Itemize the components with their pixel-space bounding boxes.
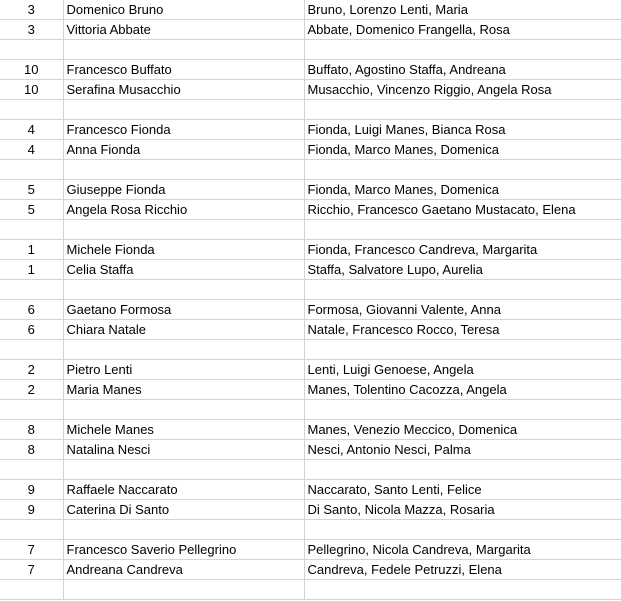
parents-cell[interactable]: Di Santo, Nicola Mazza, Rosaria	[304, 500, 621, 520]
person-name-cell[interactable]	[63, 460, 304, 480]
table-row	[0, 200, 621, 220]
table-row	[0, 420, 621, 440]
table-row	[0, 160, 621, 180]
couple-number-cell[interactable]	[0, 520, 63, 540]
table-row	[0, 280, 621, 300]
parents-cell[interactable]: Staffa, Salvatore Lupo, Aurelia	[304, 260, 621, 280]
parents-cell[interactable]: Nesci, Antonio Nesci, Palma	[304, 440, 621, 460]
person-name-cell[interactable]: Maria Manes	[63, 380, 304, 400]
parents-cell[interactable]: Ricchio, Francesco Gaetano Mustacato, Elena	[304, 200, 621, 220]
table-row	[0, 20, 621, 40]
person-name-cell[interactable]: Michele Fionda	[63, 240, 304, 260]
table-row	[0, 240, 621, 260]
table-row	[0, 540, 621, 560]
person-name-cell[interactable]: Francesco Buffato	[63, 60, 304, 80]
couple-number-cell[interactable]	[0, 400, 63, 420]
couple-number-cell[interactable]	[0, 340, 63, 360]
person-name-cell[interactable]: Gaetano Formosa	[63, 300, 304, 320]
table-row	[0, 60, 621, 80]
couple-number-cell[interactable]: 10	[0, 80, 63, 100]
parents-cell[interactable]: Fionda, Francesco Candreva, Margarita	[304, 240, 621, 260]
parents-cell[interactable]: Formosa, Giovanni Valente, Anna	[304, 300, 621, 320]
couple-number-cell[interactable]	[0, 100, 63, 120]
person-name-cell[interactable]: Angela Rosa Ricchio	[63, 200, 304, 220]
person-name-cell[interactable]	[63, 520, 304, 540]
couple-number-cell[interactable]: 8	[0, 420, 63, 440]
parents-cell[interactable]: Natale, Francesco Rocco, Teresa	[304, 320, 621, 340]
couple-number-cell[interactable]	[0, 220, 63, 240]
table-row	[0, 180, 621, 200]
couple-number-cell[interactable]	[0, 40, 63, 60]
person-name-cell[interactable]: Pietro Lenti	[63, 360, 304, 380]
parents-cell[interactable]: Naccarato, Santo Lenti, Felice	[304, 480, 621, 500]
parents-cell[interactable]: Musacchio, Vincenzo Riggio, Angela Rosa	[304, 80, 621, 100]
person-name-cell[interactable]	[63, 340, 304, 360]
table-row	[0, 80, 621, 100]
couple-number-cell[interactable]: 4	[0, 140, 63, 160]
person-name-cell[interactable]	[63, 580, 304, 600]
couple-number-cell[interactable]	[0, 460, 63, 480]
parents-cell[interactable]	[304, 100, 621, 120]
table-row	[0, 140, 621, 160]
table-row	[0, 120, 621, 140]
couple-number-cell[interactable]	[0, 160, 63, 180]
couple-number-cell[interactable]: 7	[0, 560, 63, 580]
person-name-cell[interactable]: Francesco Fionda	[63, 120, 304, 140]
table-row	[0, 360, 621, 380]
table-row	[0, 220, 621, 240]
couple-number-cell[interactable]: 5	[0, 180, 63, 200]
parents-cell[interactable]: Manes, Tolentino Cacozza, Angela	[304, 380, 621, 400]
person-name-cell[interactable]: Andreana Candreva	[63, 560, 304, 580]
couple-number-cell[interactable]: 3	[0, 0, 63, 20]
person-name-cell[interactable]: Raffaele Naccarato	[63, 480, 304, 500]
parents-cell[interactable]: Fionda, Marco Manes, Domenica	[304, 140, 621, 160]
parents-cell[interactable]: Fionda, Marco Manes, Domenica	[304, 180, 621, 200]
person-name-cell[interactable]: Chiara Natale	[63, 320, 304, 340]
parents-cell[interactable]: Manes, Venezio Meccico, Domenica	[304, 420, 621, 440]
table-row	[0, 0, 621, 20]
couple-number-cell[interactable]: 5	[0, 200, 63, 220]
person-name-cell[interactable]: Anna Fionda	[63, 140, 304, 160]
person-name-cell[interactable]: Francesco Saverio Pellegrino	[63, 540, 304, 560]
person-name-cell[interactable]: Giuseppe Fionda	[63, 180, 304, 200]
parents-cell[interactable]	[304, 400, 621, 420]
parents-cell[interactable]	[304, 220, 621, 240]
table-row	[0, 320, 621, 340]
couple-number-cell[interactable]: 1	[0, 240, 63, 260]
person-name-cell[interactable]: Domenico Bruno	[63, 0, 304, 20]
couple-number-cell[interactable]: 1	[0, 260, 63, 280]
couple-number-cell[interactable]: 6	[0, 300, 63, 320]
table-row	[0, 380, 621, 400]
parents-cell[interactable]: Abbate, Domenico Frangella, Rosa	[304, 20, 621, 40]
parents-cell[interactable]	[304, 40, 621, 60]
person-name-cell[interactable]	[63, 280, 304, 300]
table-row	[0, 400, 621, 420]
parents-cell[interactable]: Buffato, Agostino Staffa, Andreana	[304, 60, 621, 80]
couple-number-cell[interactable]: 10	[0, 60, 63, 80]
couple-number-cell[interactable]: 2	[0, 380, 63, 400]
table-row	[0, 520, 621, 540]
person-name-cell[interactable]: Vittoria Abbate	[63, 20, 304, 40]
parents-cell[interactable]	[304, 580, 621, 600]
couple-number-cell[interactable]: 8	[0, 440, 63, 460]
parents-cell[interactable]	[304, 340, 621, 360]
table-row	[0, 580, 621, 600]
table-row	[0, 300, 621, 320]
couple-number-cell[interactable]	[0, 580, 63, 600]
couple-number-cell[interactable]: 2	[0, 360, 63, 380]
couple-number-cell[interactable]: 7	[0, 540, 63, 560]
parents-cell[interactable]	[304, 280, 621, 300]
table-row	[0, 340, 621, 360]
couple-number-cell[interactable]: 4	[0, 120, 63, 140]
table-row	[0, 500, 621, 520]
couple-number-cell[interactable]: 6	[0, 320, 63, 340]
couple-number-cell[interactable]	[0, 280, 63, 300]
parents-cell[interactable]: Bruno, Lorenzo Lenti, Maria	[304, 0, 621, 20]
person-name-cell[interactable]	[63, 40, 304, 60]
table-row	[0, 460, 621, 480]
person-name-cell[interactable]: Natalina Nesci	[63, 440, 304, 460]
parents-cell[interactable]: Fionda, Luigi Manes, Bianca Rosa	[304, 120, 621, 140]
parents-cell[interactable]	[304, 160, 621, 180]
parents-cell[interactable]: Candreva, Fedele Petruzzi, Elena	[304, 560, 621, 580]
table-row	[0, 440, 621, 460]
person-name-cell[interactable]	[63, 220, 304, 240]
person-name-cell[interactable]: Celia Staffa	[63, 260, 304, 280]
person-name-cell[interactable]	[63, 160, 304, 180]
couple-number-cell[interactable]: 9	[0, 480, 63, 500]
person-name-cell[interactable]: Michele Manes	[63, 420, 304, 440]
parents-cell[interactable]	[304, 520, 621, 540]
table-row	[0, 480, 621, 500]
person-name-cell[interactable]	[63, 400, 304, 420]
couple-number-cell[interactable]: 9	[0, 500, 63, 520]
table-row	[0, 40, 621, 60]
person-name-cell[interactable]: Serafina Musacchio	[63, 80, 304, 100]
table-row	[0, 100, 621, 120]
person-name-cell[interactable]	[63, 100, 304, 120]
table-row	[0, 560, 621, 580]
table-row	[0, 260, 621, 280]
parents-cell[interactable]: Lenti, Luigi Genoese, Angela	[304, 360, 621, 380]
couple-number-cell[interactable]: 3	[0, 20, 63, 40]
person-name-cell[interactable]: Caterina Di Santo	[63, 500, 304, 520]
parents-cell[interactable]: Pellegrino, Nicola Candreva, Margarita	[304, 540, 621, 560]
parents-cell[interactable]	[304, 460, 621, 480]
